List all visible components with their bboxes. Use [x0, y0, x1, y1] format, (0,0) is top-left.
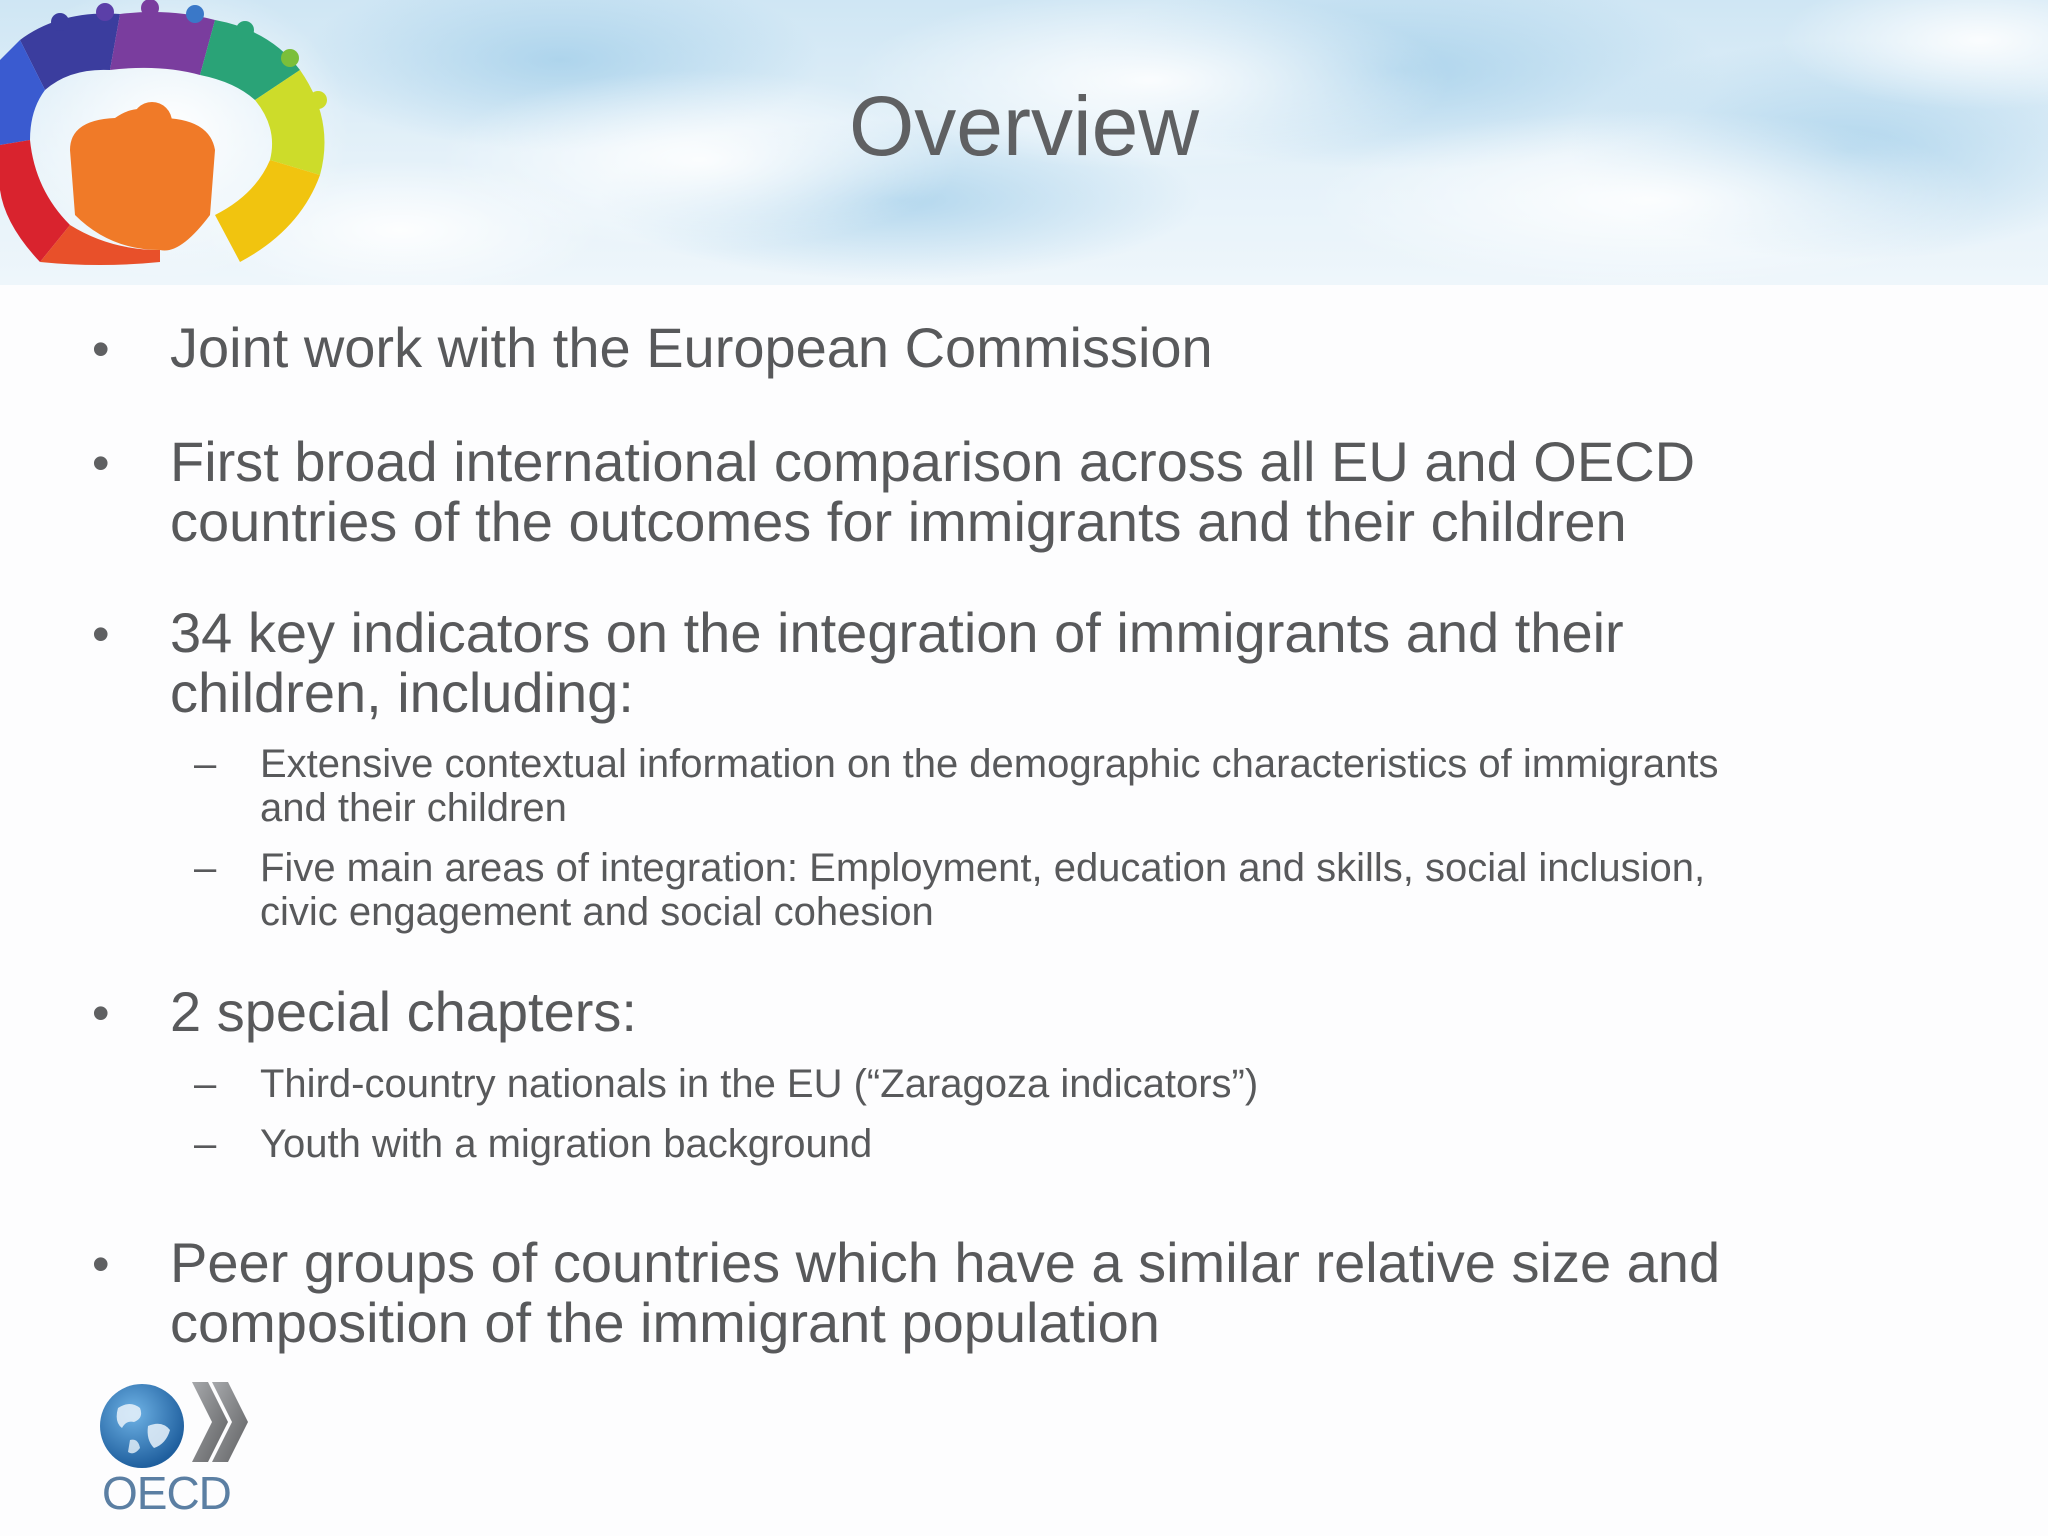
bullet-text: Peer groups of countries which have a similar relative size and composition of the immigrant population	[170, 1231, 1721, 1354]
bullet-text: 2 special chapters:	[170, 980, 637, 1043]
sub-text: Five main areas of integration: Employment, education and skills, social inclusion, civic engagement and social cohesion	[260, 846, 1706, 934]
oecd-logo-text: OECD	[102, 1467, 231, 1519]
sub-text: Extensive contextual information on the demographic characteristics of immigrants and their children	[260, 742, 1719, 830]
bullet-text: First broad international comparison across all EU and OECD countries of the outcomes for immigrants and their children	[170, 430, 1696, 553]
sub-marker: –	[194, 742, 217, 786]
bullet-marker: •	[92, 985, 110, 1041]
globe-icon	[100, 1384, 184, 1468]
sub-marker: –	[194, 1122, 217, 1166]
title-area	[0, 76, 2048, 176]
slide-title: Overview	[848, 79, 1200, 173]
bullet-marker: •	[92, 1236, 110, 1292]
sub-marker: –	[194, 1062, 217, 1106]
bullet-text: Joint work with the European Commission	[170, 316, 1213, 379]
bullet-marker: •	[92, 321, 110, 377]
bullet-marker: •	[92, 606, 110, 662]
bullet-marker: •	[92, 435, 110, 491]
sub-text: Third-country nationals in the EU (“Zaragoza indicators”)	[260, 1062, 1259, 1106]
sub-marker: –	[194, 846, 217, 890]
header-banner	[0, 0, 2048, 285]
bullet-text: 34 key indicators on the integration of immigrants and their children, including:	[170, 601, 1624, 724]
sub-text: Youth with a migration background	[260, 1122, 873, 1166]
